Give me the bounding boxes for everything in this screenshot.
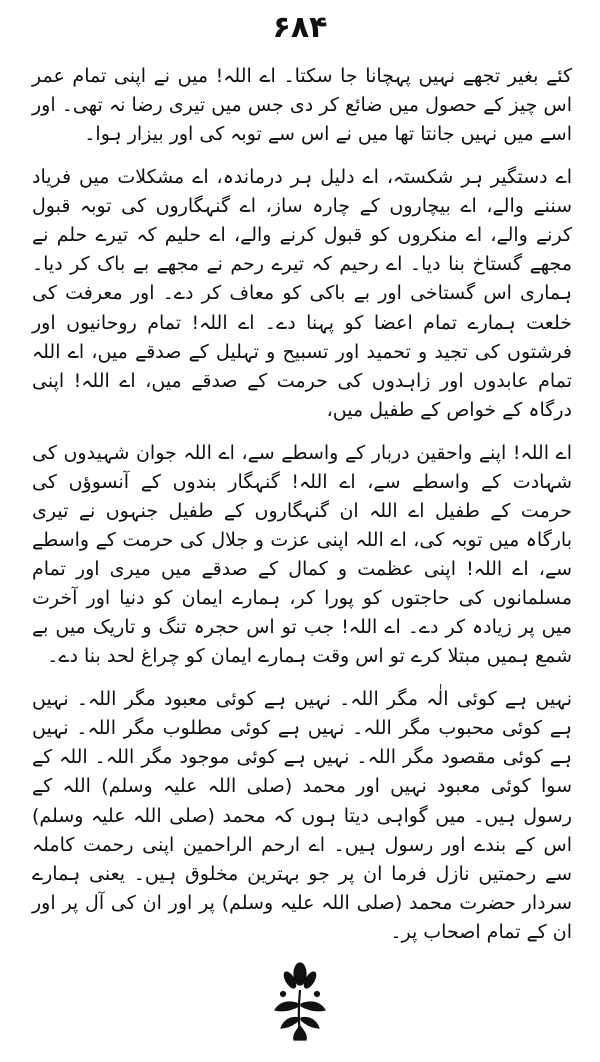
floral-ornament-icon	[271, 960, 329, 1042]
paragraph-4: نہیں ہے کوئی الٰہ مگر اللہ۔ نہیں ہے کوئی معبود مگر اللہ۔ نہیں ہے کوئی محبوب مگر اللہ۔ نہیں ہے کوئی مطلوب مگر اللہ۔ نہیں ہے کوئی مقصود مگر اللہ۔ نہیں ہے کوئی موجود مگر اللہ۔ اللہ کے سوا کوئی معبود نہیں اور محمد (صلی اللہ علیہ وسلم) اللہ کے رسول ہیں۔ میں گواہی دیتا ہوں کہ محمد (صلی اللہ علیہ وسلم) اس کے بندے اور رسول ہیں۔ اے ارحم الراحمین اپنی رحمت کاملہ سے رحمتیں نازل فرما ان پر جو بہترین مخلوق ہیں۔ یعنی ہمارے سردار حضرت محمد (صلی اللہ علیہ وسلم) پر اور ان کی آل پر اور ان کے تمام اصحاب پر۔	[32, 688, 572, 943]
page-number: ۶۸۴	[272, 10, 328, 45]
body-text	[32, 62, 572, 961]
paragraph-2: اے دستگیر ہر شکستہ، اے دلیل ہر درماندہ، اے مشکلات میں فریاد سننے والے، اے بیچاروں کے چارہ ساز، اے گنہگاروں کی توبہ قبول کرنے والے، اے منکروں کو قبول کرنے والے، اے حلیم کہ تیرے حلم نے مجھے گستاخ بنا دیا۔ اے رحیم کہ تیرے رحم نے مجھے بے باک کر دیا۔ ہماری اس گستاخی اور بے باکی کو معاف کر دے۔ اور معرفت کی خلعت ہمارے تمام اعضا کو پہنا دے۔ اے اللہ! تمام روحانیوں اور فرشتوں کی تجید و تحمید اور تسبیح و تہلیل کے صدقے میں، اے اللہ تمام عابدوں اور زاہدوں کی حرمت کے صدقے میں، اے اللہ! اپنی درگاہ کے خواص کے طفیل میں،	[32, 166, 572, 421]
paragraph-3: اے اللہ! اپنے واحقین دربار کے واسطے سے، اے اللہ جوان شہیدوں کی شہادت کے واسطے سے، اے اللہ! گنہگار بندوں کے آنسوؤں کی حرمت کے طفیل اے اللہ ان گنہگاروں کے طفیل جنہوں نے تیری بارگاہ میں توبہ کی، اے اللہ اپنی عزت و جلال کی حرمت کے واسطے سے، اے اللہ! اپنی عظمت و کمال کے صدقے میں میری اور تمام مسلمانوں کی حاجتوں کو پورا کر، ہمارے ایمان کو دنیا اور آخرت میں پر زیادہ کر دے۔ اے اللہ! جب تو اس حجرہ تنگ و تاریک میں بے شمع ہمیں مبتلا کرے تو اس وقت ہمارے ایمان کو چراغ لحد بنا دے۔	[32, 441, 572, 668]
paragraph-1: کئے بغیر تجھے نہیں پہچانا جا سکتا۔ اے اللہ! میں نے اپنی تمام عمر اس چیز کے حصول میں ضائع کر دی جس میں تیری رضا نہ تھی۔ اور اسے میں نہیں جانتا تھا میں نے اس سے توبہ کی اور بیزار ہوا۔	[32, 65, 572, 146]
